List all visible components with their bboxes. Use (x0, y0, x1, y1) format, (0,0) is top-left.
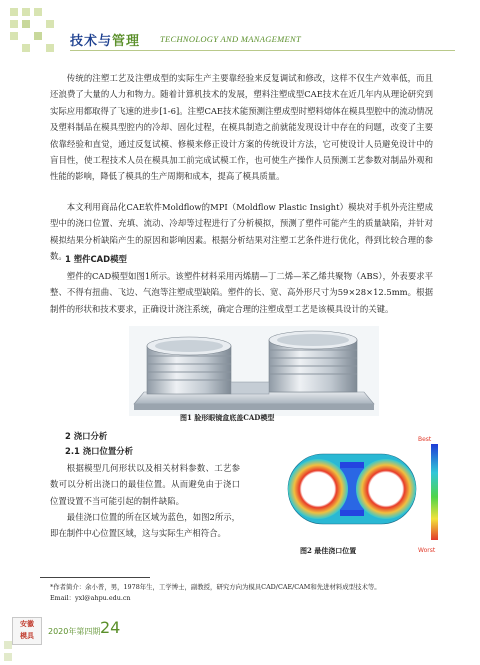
section-title-part1: 技术与 (70, 34, 113, 49)
journal-logo-line2: 模具 (20, 632, 34, 640)
decorative-square (46, 20, 54, 28)
journal-logo (12, 617, 42, 645)
decorative-square (22, 8, 30, 16)
figure-2-caption: 图2 最佳浇口位置 (300, 546, 357, 555)
section-title-part2: 管理 (112, 34, 141, 49)
section-title-english: TECHNOLOGY AND MANAGEMENT (160, 34, 301, 44)
legend-color-bar (431, 444, 438, 540)
section-title (70, 30, 140, 49)
footnote-email: Email：yxl@ahpu.edu.cn (50, 594, 131, 602)
legend-worst-label: Worst (418, 547, 436, 554)
legend-best-label: Best (418, 436, 432, 443)
figure-2-best-gate-location (268, 432, 453, 557)
decorative-square (10, 8, 18, 16)
journal-logo-line1: 安徽 (20, 620, 34, 628)
decorative-square (10, 32, 18, 40)
paragraph-gate-analysis: 根据模型几何形状以及相关材料参数、工艺参数可以分析出浇口的最佳位置。从而避免由于浇口位置设置不当可能引起的制件缺陷。 (50, 463, 240, 506)
paragraph-gate-location: 最佳浇口位置的所在区域为蓝色，如图2所示，即在制件中心位置区域，这与实际生产相符合。 (50, 512, 240, 539)
decorative-square (22, 44, 30, 52)
issue-label: 2020年第四期 (48, 627, 101, 636)
footnote-divider (40, 577, 150, 578)
decorative-square (4, 653, 12, 661)
paragraph-cad-model: 塑件的CAD模型如图1所示。该塑件材料采用丙烯腈—丁二烯—苯乙烯共聚物（ABS），外表要求平整、不得有扭曲、飞边、气泡等注塑成型缺陷。塑件的长、宽、高外形尺寸为59×28×12.5mm。根据制件的形状和技术要求，正确设计浇注系统，确定合理的注塑成型工艺是该模具设计的关键。 (50, 271, 433, 314)
decorative-square (10, 20, 18, 28)
paragraph-intro-2: 本文利用商品化CAE软件Moldflow的MPI（Moldflow Plastic Insight）模块对手机外壳注塑成型中的浇口位置、充填、流动、冷却等过程进行了分析模拟，预测了塑件可能产生的质量缺陷，并针对模拟结果分析缺陷产生的原因和影响因素。根据分析结果对注塑工艺条件进行优化，得到比较合理的参数。 (50, 202, 433, 262)
header-divider (70, 50, 455, 51)
heading-section-2: 2 浇口分析 (65, 431, 108, 441)
paragraph-intro-1: 传统的注塑工艺及注塑成型的实际生产主要靠经验来反复调试和修改，这样不仅生产效率低，而且还浪费了大量的人力和物力。随着计算机技术的发展，塑料注塑成型CAE技术在近几年内从理论研究到实际应用都取得了飞速的进步[1-6]。注塑CAE技术能预测注塑成型时塑料熔体在模具型腔中的流动情况及塑料制品在模具型腔内的冷却、固化过程，在模具制造之前就能发现设计中存在的问题，改变了主要依靠经验和直觉，通过反复试模、修模来修正设计方案的传统设计方法，它可使设计人员避免设计中的盲目性，使工程技术人员在模具加工前完成试模工作，也可使生产操作人员预测工艺参数对制品外观和性能的影响，降低了模具的生产周期和成本，提高了模具质量。 (50, 73, 433, 182)
page-header (0, 0, 480, 60)
decorative-square (34, 32, 42, 40)
heading-section-2-1: 2.1 浇口位置分析 (65, 446, 134, 456)
decorative-square (22, 20, 30, 28)
decorative-square (46, 44, 54, 52)
decorative-square (4, 641, 12, 649)
decorative-square (34, 8, 42, 16)
footnote-author: *作者简介：余小普，男，1978年生，工学博士，副教授，研究方向为模具CAD/CAE/CAM和先进材料成型技术等。 (50, 583, 381, 591)
left-cylinder (147, 337, 231, 394)
right-cylinder (269, 331, 357, 392)
figure-1-caption: 图1 脸形眼镜盒底盖CAD模型 (180, 413, 275, 422)
heading-section-1: 1 塑件CAD模型 (65, 254, 127, 264)
figure-1-cad-model (129, 326, 379, 416)
page-number: 24 (100, 618, 121, 637)
